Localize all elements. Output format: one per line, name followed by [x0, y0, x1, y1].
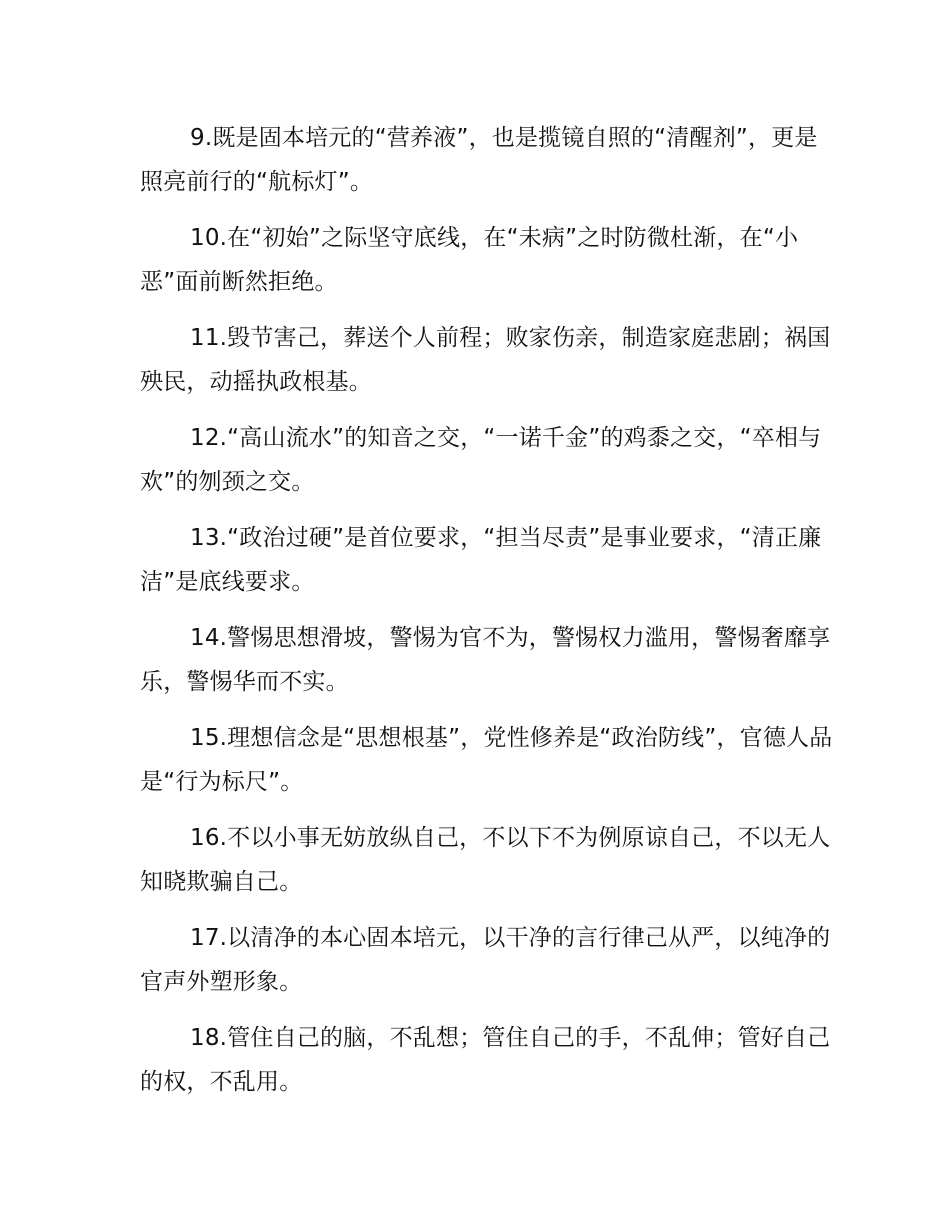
paragraph-10: 10.在“初始”之际坚守底线，在“未病”之时防微杜渐，在“小恶”面前断然拒绝。 — [140, 225, 799, 295]
paragraph-11: 11.毁节害己，葬送个人前程；败家伤亲，制造家庭悲剧；祸国殃民，动摇执政根基。 — [140, 325, 831, 395]
paragraph-14: 14.警惕思想滑坡，警惕为官不为，警惕权力滥用，警惕奢靡享乐，警惕华而不实。 — [140, 625, 831, 695]
document-body — [140, 116, 834, 1116]
paragraph-16: 16.不以小事无妨放纵自己，不以下不为例原谅自己，不以无人知晓欺骗自己。 — [140, 825, 831, 895]
paragraph-15: 15.理想信念是“思想根基”，党性修养是“政治防线”，官德人品是“行为标尺”。 — [140, 725, 833, 795]
paragraph-17: 17.以清净的本心固本培元，以干净的言行律己从严，以纯净的官声外塑形象。 — [140, 925, 831, 995]
paragraph-18: 18.管住自己的脑，不乱想；管住自己的手，不乱伸；管好自己的权，不乱用。 — [140, 1025, 831, 1095]
paragraph-9: 9.既是固本培元的“营养液”，也是揽镜自照的“清醒剂”，更是照亮前行的“航标灯”。 — [140, 125, 818, 195]
paragraph-13: 13.“政治过硬”是首位要求，“担当尽责”是事业要求，“清正廉洁”是底线要求。 — [140, 525, 822, 595]
paragraph-12: 12.“高山流水”的知音之交，“一诺千金”的鸡黍之交，“卒相与欢”的刎颈之交。 — [140, 425, 822, 495]
